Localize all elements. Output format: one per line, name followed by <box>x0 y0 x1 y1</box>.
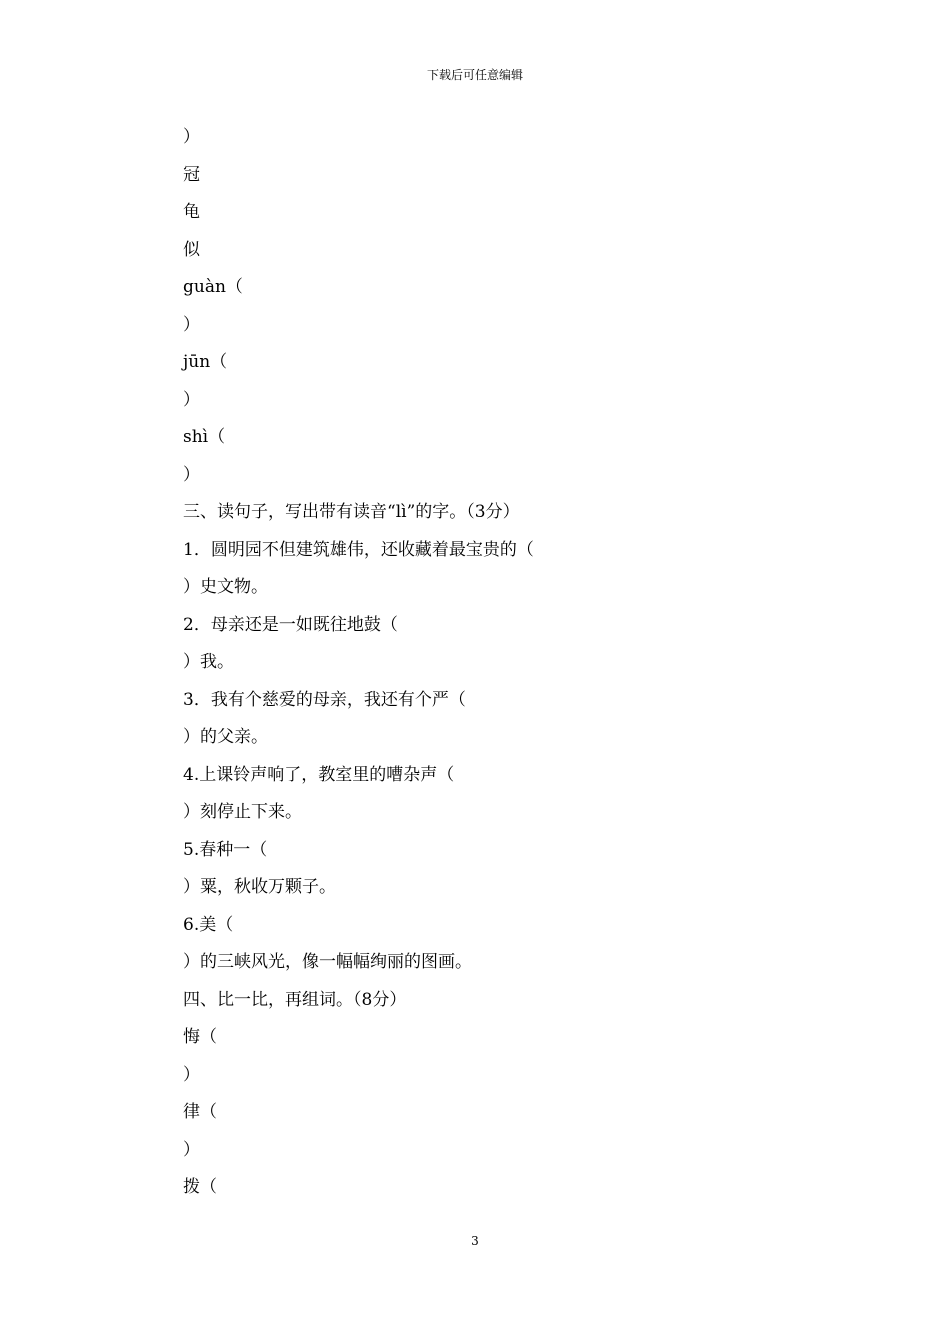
text-line: ） <box>183 314 200 335</box>
text-line: ） <box>183 1064 200 1085</box>
text-line: 6.美（ <box>183 914 234 935</box>
page-number: 3 <box>471 1234 479 1248</box>
text-line: 拨（ <box>183 1177 217 1197</box>
text-line: 2．母亲还是一如既往地鼓（ <box>183 614 398 635</box>
text-line: ）刻停止下来。 <box>183 802 302 822</box>
text-line: ） <box>183 1139 200 1160</box>
text-line: ） <box>183 127 200 147</box>
section-heading: 三、读句子，写出带有读音“lì”的字。（3分） <box>183 502 520 522</box>
text-line: guàn（ <box>183 277 243 297</box>
text-line: 1．圆明园不但建筑雄伟，还收藏着最宝贵的（ <box>183 539 534 560</box>
text-line: 悔（ <box>183 1027 217 1047</box>
text-line: 龟 <box>183 202 200 222</box>
text-line: ） <box>183 464 200 485</box>
text-line: ）的三峡风光，像一幅幅绚丽的图画。 <box>183 952 472 972</box>
text-line: shì（ <box>183 427 226 447</box>
text-line: ）史文物。 <box>183 577 268 597</box>
text-line: 3．我有个慈爱的母亲，我还有个严（ <box>183 689 466 710</box>
page-header: 下载后可任意编辑 <box>426 68 523 82</box>
text-line: 冠 <box>183 164 200 185</box>
section-heading: 四、比一比，再组词。（8分） <box>183 989 407 1010</box>
text-line: 5.春种一（ <box>183 839 268 860</box>
document-body <box>183 124 783 1212</box>
text-line: 4.上课铃声响了，教室里的嘈杂声（ <box>183 764 455 785</box>
text-line: ）我。 <box>183 652 234 672</box>
text-line: 律（ <box>183 1102 217 1122</box>
text-line: ） <box>183 389 200 410</box>
text-line: ）的父亲。 <box>183 727 268 747</box>
text-line: jūn（ <box>183 352 228 372</box>
text-line: 似 <box>183 239 200 260</box>
text-line: ）粟，秋收万颗子。 <box>183 877 336 897</box>
